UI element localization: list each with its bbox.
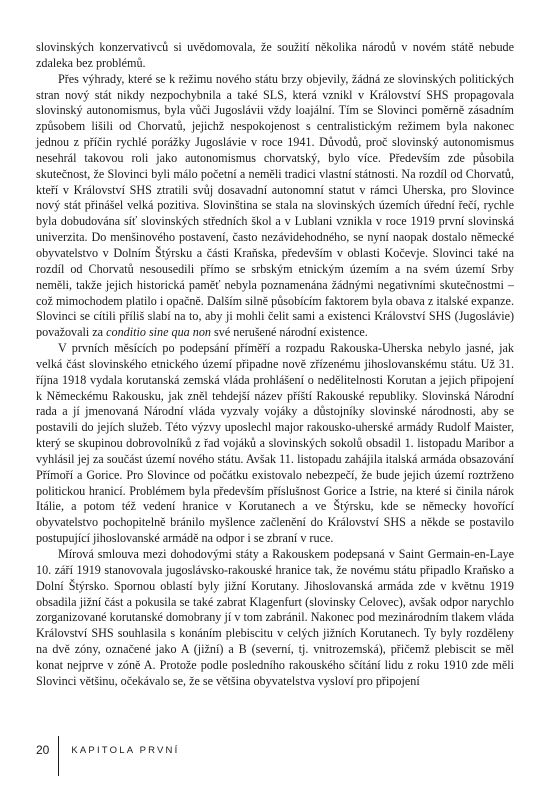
page-footer xyxy=(36,736,179,776)
running-chapter-title: KAPITOLA PRVNÍ xyxy=(71,745,180,756)
text-run: V prvních měsících po podepsání příměří a rozpadu Rakouska-Uherska nebylo jasné, jak velká část slovinského etnického území připadne nově zřízenému jihoslovanskému státu. Už 31. října 1918 vydala korutanská zemská vláda prohlášení o nedělitelnosti Korutan a jejich připojení k Německému Rakousku, jak zněl tehdejší název příští Rakouské republiky. Slovinská Národní rada a jí jmenovaná Národní vláda vyzvaly vojáky a důstojníky slovinské národnosti, aby se postavili do jejích služeb. Této výzvy uposlechl major rakousko-uherské armády Rudolf Maister, který se skupinou dobrovolníků z řad vojáků a slovinských sokolů obsadil 1. listopadu Maribor a vyhlásil jej za součást území nového státu. Avšak 11. listopadu zahájila italská armáda obsazování Přímoří a Gorice. Pro Slovince od počátku existovalo nebezpečí, že bude jejich území roztrženo politickou hranicí. Problémem byla především příslušnost Gorice a Istrie, na které si činila nárok Itálie, a potom též vedení hranice v Korutanech a ve Štýrsku, kde se německy hovořící obyvatelstvo pochopitelně bránilo myšlence začlenění do Království SHS a někde se postavilo postupující jihoslovanské armádě na odpor i se zbraní v ruce. xyxy=(36,341,514,546)
page-number: 20 xyxy=(36,743,50,757)
text-run: Mírová smlouva mezi dohodovými státy a Rakouskem podepsaná v Saint Germain-en-Laye 10. září 1919 stanovovala jugoslávsko-rakouské hranice tak, že novému státu připadlo Kraňsko a Dolní Štýrsko. Spornou oblastí byly jižní Korutany. Jihoslovanská armáda zde v květnu 1919 obsadila jižní část a pokusila se také zabrat Klagenfurt (slovinsky Celovec), avšak odpor narychlo zorganizované korutanské domobrany jí v tom zabránil. Nakonec pod mezinárodním tlakem vláda Království SHS souhlasila s konáním plebiscitu v celých jižních Korutanech. Ty byly rozděleny na dvě zóny, označené jako A (jižní) a B (severní, tj. vnitrozemská), přičemž plebiscit se měl konat nejprve v zóně A. Protože podle posledního rakouského sčítání lidu z roku 1910 zde měli Slovinci většinu, očekávalo se, že se většina obyvatelstva vysloví pro připojení xyxy=(36,547,514,688)
paragraph xyxy=(36,40,514,72)
text-run: Přes výhrady, které se k režimu nového státu brzy objevily, žádná ze slovinských politických stran nový stát nikdy nezpochybnila a také SLS, která vznikl v Království SHS propagovala slovinský autonomismus, byla vůči Jugoslávii vždy loajální. Tím se Slovinci poměrně zásadním způsobem lišili od Chorvatů, jejichž nespokojenost s centralistickým režimem byla nakonec jednou z příčin rychlé porážky Jugoslávie v roce 1941. Důvodů, proč slovinský autonomismus nesehrál takovou roli jako autonomismus chorvatský, bylo více. Především zde působila skutečnost, že Slovinci byli málo početní a neměli tradici vlastní státnosti. Na rozdíl od Chorvatů, kteří v Království SHS ztratili svůj dosavadní autonomní statut v rámci Uherska, pro Slovince nový stát přinášel velká pozitiva. Slovinština se stala na slovinských územích úřední řečí, rychle byla dobudována síť slovinských středních škol a v Lublani vznikla v roce 1919 první slovinská univerzita. Do menšinového postavení, často nezávidehodného, se nyní naopak dostalo německé obyvatelstvo v Dolním Štýrsku a části Kraňska, především v oblasti Kočevje. Slovinci také na rozdíl od Chorvatů nesousedili přímo se srbským etnickým územím a na svém území Srby neměli, takže jejich historická paměť nebyla poznamenána žádnými negativními skutečnostmi – což mimochodem platilo i opačně. Dalším silně působícím faktorem byla obava z italské expanze. Slovinci se cítili příliš slabí na to, aby ji mohli čelit sami a existenci Království SHS (Jugoslávie) považovali za xyxy=(36,71,514,340)
text-run: své nerušené národní existence. xyxy=(211,325,368,340)
footer-divider xyxy=(58,736,59,776)
body-text xyxy=(36,40,514,690)
text-run: slovinských konzervativců si uvědomovala, že soužití několika národů v novém státě nebude zdaleka bez problémů. xyxy=(36,40,514,70)
paragraph xyxy=(36,341,514,547)
italic-phrase: conditio sine qua non xyxy=(106,325,211,340)
paragraph xyxy=(36,72,514,341)
paragraph xyxy=(36,547,514,690)
